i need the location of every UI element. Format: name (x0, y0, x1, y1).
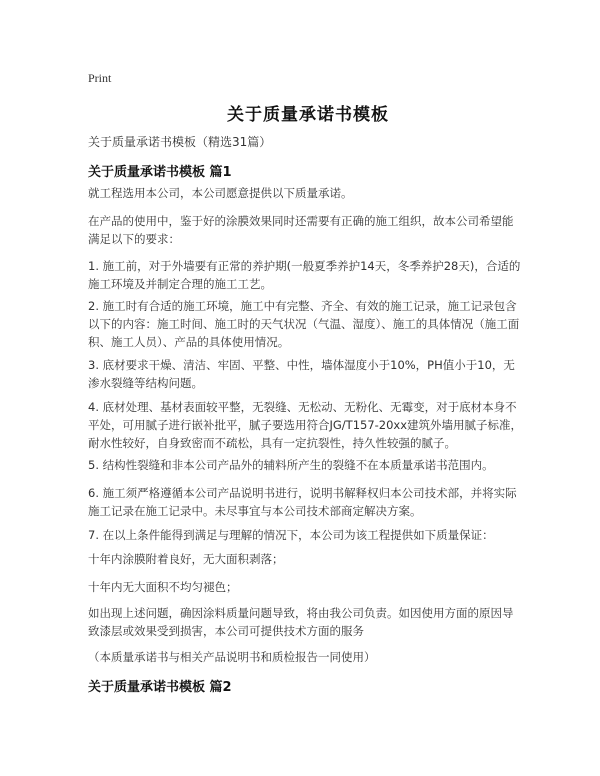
paragraph-item-3: 3. 底材要求干燥、清洁、牢固、平整、中性，墙体湿度小于10%，PH值小于10，无渗水裂缝等结构问题。 (88, 358, 515, 390)
paragraph-item-7: 7. 在以上条件能得到满足与理解的情况下，本公司为该工程提供如下质量保证： (88, 528, 494, 542)
paragraph-usage-note: （本质量承诺书与相关产品说明书和质检报告一同使用） (88, 650, 376, 664)
print-label: Print (88, 71, 112, 85)
document-subtitle: 关于质量承诺书模板（精选31篇） (88, 135, 272, 149)
section-heading-2: 关于质量承诺书模板 篇2 (88, 680, 232, 695)
section-heading-1: 关于质量承诺书模板 篇1 (88, 165, 232, 180)
paragraph-item-6: 6. 施工须严格遵循本公司产品说明书进行，说明书解释权归本公司技术部，并将实际施工记录在施工记录中。未尽事宜与本公司技术部商定解决方案。 (88, 486, 517, 518)
paragraph-guarantee-2: 十年内无大面积不均匀褪色； (88, 580, 238, 594)
paragraph-intro: 就工程选用本公司，本公司愿意提供以下质量承诺。 (88, 186, 353, 200)
paragraph-item-1: 1. 施工前，对于外墙要有正常的养护期(一般夏季养护14天，冬季养护28天)，合适的施工环境及并制定合理的施工工艺。 (88, 259, 521, 291)
page-title: 关于质量承诺书模板 (227, 105, 389, 125)
paragraph-requirements-intro: 在产品的使用中，鉴于好的涂膜效果同时还需要有正确的施工组织，故本公司希望能满足以下的要求： (88, 214, 514, 246)
paragraph-item-2: 2. 施工时有合适的施工环境，施工中有完整、齐全、有效的施工记录，施工记录包含以下的内容：施工时间、施工时的天气状况（气温、湿度）、施工的具体情况（施工面积、施工人员）、产品的具体使用情况。 (88, 299, 520, 349)
paragraph-guarantee-1: 十年内涂膜附着良好，无大面积剥落； (88, 552, 284, 566)
paragraph-item-4: 4. 底材处理、基材表面较平整，无裂缝、无松动、无粉化、无霉变，对于底材本身不平处，可用腻子进行嵌补批平，腻子要选用符合JG/T157-20xx建筑外墙用腻子标准，耐水性较好，自身致密而不疏松，具有一定抗裂性，持久性较强的腻子。 (88, 400, 523, 450)
paragraph-responsibility: 如出现上述问题，确因涂料质量问题导致，将由我公司负责。如因使用方面的原因导致漆层或效果受到损害，本公司可提供技术方面的服务 (88, 606, 514, 638)
paragraph-item-5: 5. 结构性裂缝和非本公司产品外的辅料所产生的裂缝不在本质量承诺书范围内。 (88, 458, 494, 472)
